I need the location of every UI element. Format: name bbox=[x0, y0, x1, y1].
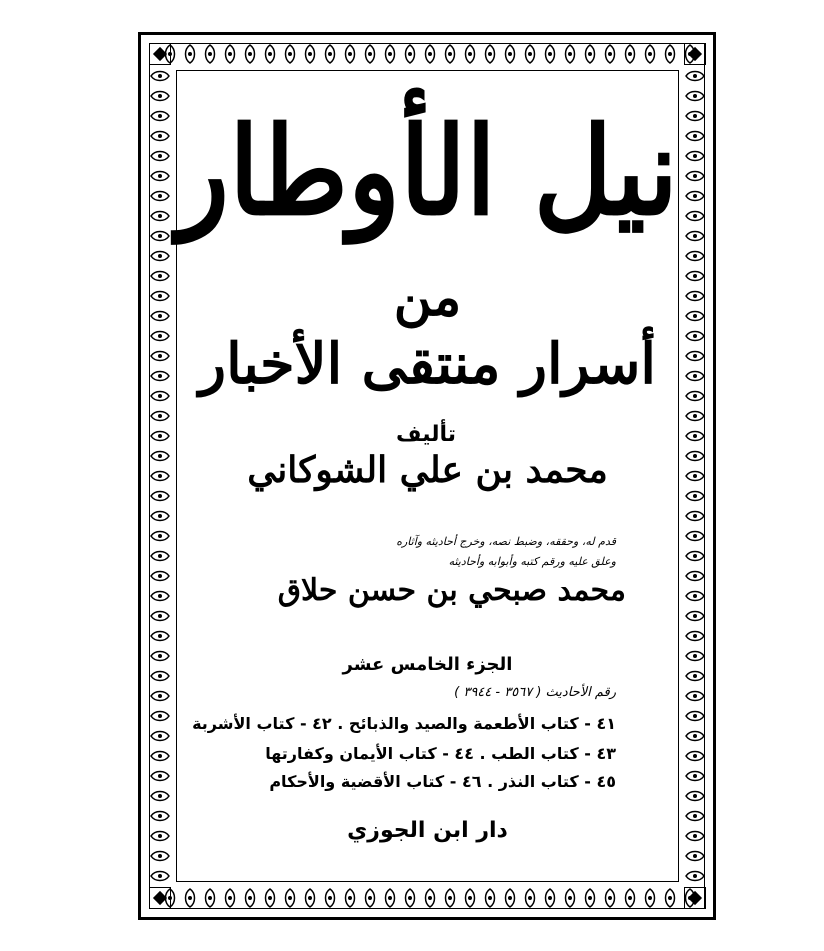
left-ornament-border bbox=[149, 66, 171, 886]
corner-diamond-icon bbox=[149, 887, 171, 909]
editor-credits-line2: وعلق عليه ورقم كتبه وأبوابه وأحاديثه bbox=[448, 555, 616, 568]
publisher-name: دار ابن الجوزي bbox=[347, 818, 508, 843]
bottom-ornament-border bbox=[160, 887, 694, 909]
hadith-range: رقم الأحاديث ( ٣٥٦٧ - ٣٩٤٤ ) bbox=[454, 685, 616, 700]
top-ornament-border bbox=[160, 43, 694, 65]
authorship-label: تأليف bbox=[396, 422, 456, 447]
corner-diamond-icon bbox=[684, 43, 706, 65]
book-subtitle: أسرار منتقى الأخبار bbox=[199, 331, 656, 397]
right-ornament-border bbox=[684, 66, 706, 886]
author-name: محمد بن علي الشوكاني bbox=[247, 449, 608, 491]
chapter-list-item: ٤٣ - كتاب الطب . ٤٤ - كتاب الأيمان وكفارتها bbox=[265, 744, 616, 763]
corner-diamond-icon bbox=[684, 887, 706, 909]
border-ornament-icon bbox=[160, 887, 694, 909]
border-ornament-icon bbox=[160, 43, 694, 65]
editor-credits-line1: قدم له، وحققه، وضبط نصه، وخرج أحاديثه وآثاره bbox=[396, 535, 616, 548]
border-ornament-icon bbox=[684, 66, 706, 886]
volume-number: الجزء الخامس عشر bbox=[342, 654, 513, 675]
border-ornament-icon bbox=[149, 66, 171, 886]
editor-name: محمد صبحي بن حسن حلاق bbox=[277, 573, 626, 608]
chapter-list-item: ٤١ - كتاب الأطعمة والصيد والذبائح . ٤٢ - كتاب الأشربة bbox=[192, 714, 616, 733]
book-title: نيل الأوطار bbox=[176, 101, 679, 243]
chapter-list-item: ٤٥ - كتاب النذر . ٤٦ - كتاب الأقضية والأحكام bbox=[269, 772, 616, 791]
title-connector: من bbox=[393, 267, 462, 328]
corner-diamond-icon bbox=[149, 43, 171, 65]
